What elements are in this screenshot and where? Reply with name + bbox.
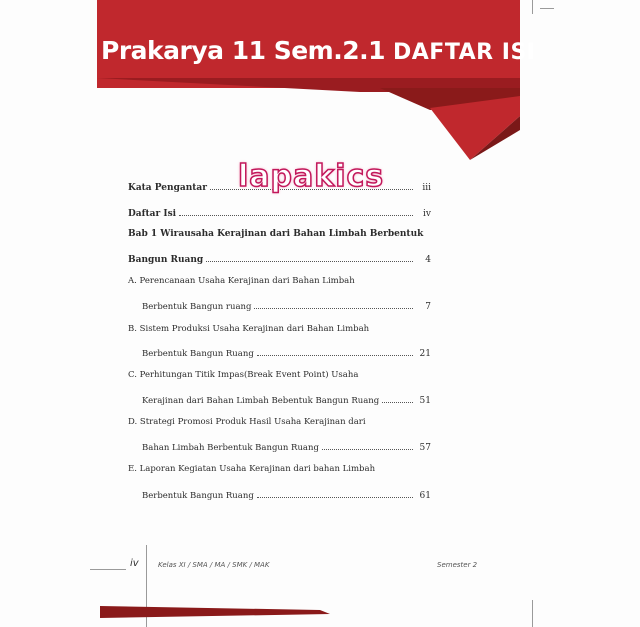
toc-entry-label: Bab 1 Wirausaha Kerajinan dari Bahan Limbah Berbentuk [128,229,424,239]
toc-entry [128,366,431,382]
toc-leader-dots [382,402,413,403]
toc-leader-dots [257,497,413,498]
toc-entry-page: iii [422,183,431,193]
toc-entry-label: Berbentuk Bangun ruang [142,302,252,312]
toc-entry-label: Berbentuk Bangun Ruang [142,349,254,359]
toc-entry-page: 7 [425,302,431,312]
toc-entry-label: Kerajinan dari Bahan Limbah Bebentuk Bangun Ruang [142,396,380,406]
toc-entry-page: 4 [425,255,431,265]
toc-entry-label: Bangun Ruang [128,255,204,265]
toc-entry [128,320,431,336]
title-section: DAFTAR ISI [393,40,536,65]
toc-entry-label: Berbentuk Bangun Ruang [142,491,254,501]
toc-entry [128,390,431,406]
toc-entry [128,343,431,359]
toc-leader-dots [322,449,413,450]
watermark: lapakics [238,159,385,194]
toc-entry-page: 21 [419,349,431,359]
toc-entry [128,225,431,241]
toc-entry-label: A. Perencanaan Usaha Kerajinan dari Bahan Limbah [128,276,355,286]
title-book: Prakarya 11 Sem.2.1 [101,36,386,65]
toc-entry-label: D. Strategi Promosi Produk Hasil Usaha Kerajinan dari [128,417,366,427]
toc-entry [128,249,431,265]
toc-entry-page: iv [423,209,431,219]
toc-entry [128,203,431,219]
toc-entry [128,272,431,288]
footer-class-text: Kelas XI / SMA / MA / SMK / MAK [158,561,270,569]
toc-entry-label: Kata Pengantar [128,183,207,193]
toc-leader-dots [257,355,413,356]
toc-entry-label: E. Laporan Kegiatan Usaha Kerajinan dari bahan Limbah [128,464,376,474]
toc-entry-page: 57 [419,443,431,453]
toc-entry-label: Daftar Isi [128,209,177,219]
toc-leader-dots [254,308,413,309]
toc-entry-label: Bahan Limbah Berbentuk Bangun Ruang [142,443,319,453]
toc-leader-dots [179,215,413,216]
toc-entry [128,296,431,312]
toc-entry [128,485,431,501]
toc-entry-label: B. Sistem Produksi Usaha Kerajinan dari Bahan Limbah [128,324,370,334]
footer-page-number: iv [130,558,139,569]
toc-entry [128,437,431,453]
toc-entry-label: C. Perhitungan Titik Impas(Break Event Point) Usaha [128,370,359,380]
toc-leader-dots [206,261,413,262]
footer-semester-text: Semester 2 [437,561,478,569]
toc-entry-page: 51 [419,396,431,406]
toc-entry-page: 61 [419,491,431,501]
toc-entry [128,413,431,429]
toc-entry [128,460,431,476]
